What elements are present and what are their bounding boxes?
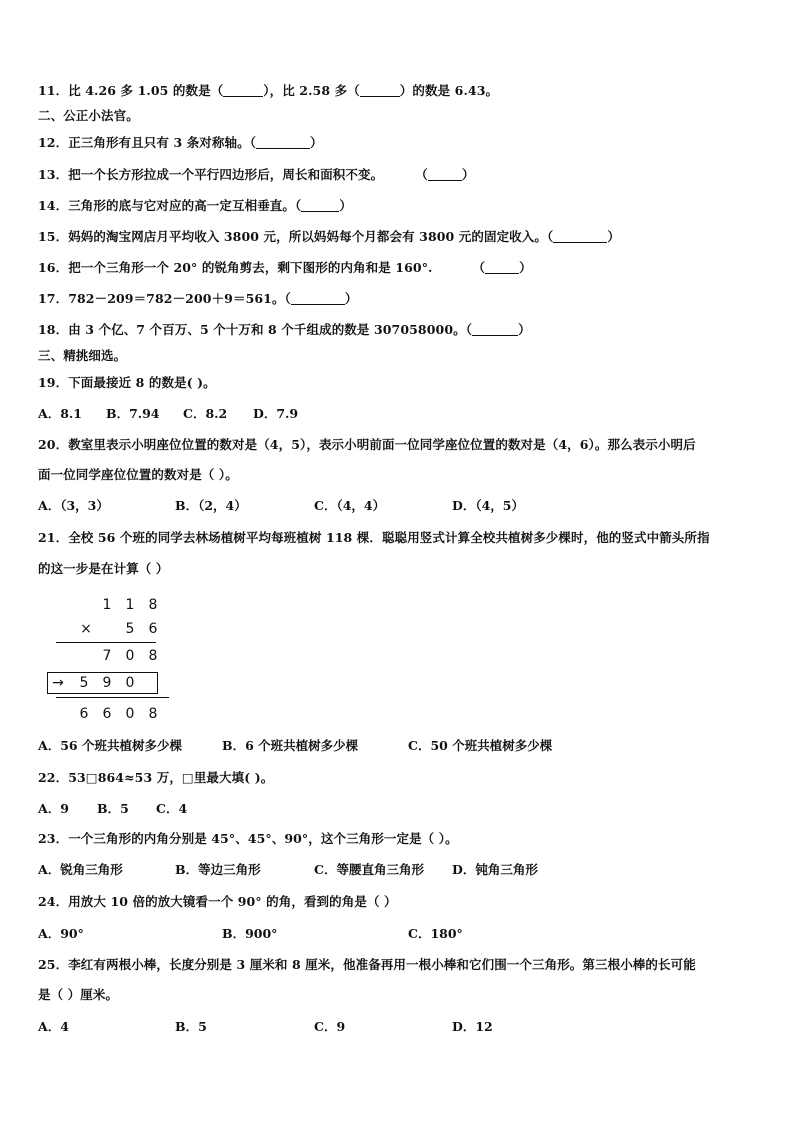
calc-digit: 1 xyxy=(102,597,112,613)
question-23-stem: 23．一个三角形的内角分别是 45°、45°、90°，这个三角形一定是（ ）。 xyxy=(38,831,458,846)
question-18: 18．由 3 个亿、7 个百万、5 个十万和 8 个千组成的数是 307058000。（ ） xyxy=(38,322,531,337)
option-a[interactable]: A．90° xyxy=(38,926,84,941)
answer-blank[interactable] xyxy=(223,84,263,97)
answer-blank[interactable] xyxy=(301,199,339,212)
option-d[interactable]: D．（4，5） xyxy=(452,498,524,513)
calc-digit: 0 xyxy=(125,675,135,691)
calc-digit: 6 xyxy=(79,706,89,722)
question-13: 13．把一个长方形拉成一个平行四边形后，周长和面积不变。 （ ） xyxy=(38,167,475,182)
answer-blank[interactable] xyxy=(360,84,400,97)
calc-digit: 5 xyxy=(125,621,135,637)
option-d[interactable]: D．12 xyxy=(452,1019,493,1034)
question-16: 16．把一个三角形一个 20° 的锐角剪去，剩下图形的内角和是 160°. （ ） xyxy=(38,260,532,275)
option-b[interactable]: B．900° xyxy=(222,926,278,941)
option-a[interactable]: A．56 个班共植树多少棵 xyxy=(38,738,182,753)
option-a[interactable]: A．9 xyxy=(38,801,69,816)
calc-digit: 5 xyxy=(79,675,89,691)
option-a[interactable]: A．锐角三角形 xyxy=(38,862,123,877)
option-c[interactable]: C．50 个班共植树多少棵 xyxy=(408,738,553,753)
question-25-stem: 25．李红有两根小棒，长度分别是 3 厘米和 8 厘米，他准备再用一根小棒和它们围一个三角形。第三根小棒的长可能 xyxy=(38,957,696,972)
option-c[interactable]: C．8.2 xyxy=(183,406,228,421)
option-b[interactable]: B．5 xyxy=(175,1019,207,1034)
answer-blank[interactable] xyxy=(485,261,519,274)
calc-digit: 8 xyxy=(148,597,158,613)
option-b[interactable]: B．等边三角形 xyxy=(175,862,261,877)
calc-digit: 7 xyxy=(102,648,112,664)
answer-blank[interactable] xyxy=(291,292,345,305)
question-25-stem-cont: 是（ ）厘米。 xyxy=(38,987,119,1002)
option-c[interactable]: C．等腰直角三角形 xyxy=(314,862,424,877)
question-20-stem-cont: 面一位同学座位位置的数对是（ ）。 xyxy=(38,467,238,482)
sum-line xyxy=(56,642,156,643)
option-b[interactable]: B．5 xyxy=(97,801,129,816)
question-19-stem: 19．下面最接近 8 的数是( )。 xyxy=(38,375,216,390)
sum-line xyxy=(56,697,169,698)
section-heading-3: 三、精挑细选。 xyxy=(38,348,127,363)
question-12: 12．正三角形有且只有 3 条对称轴。（ ） xyxy=(38,135,323,150)
option-c[interactable]: C．9 xyxy=(314,1019,346,1034)
option-a[interactable]: A．4 xyxy=(38,1019,69,1034)
question-11: 11．比 4.26 多 1.05 的数是（ ），比 2.58 多（ ）的数是 6.43。 xyxy=(38,83,499,98)
question-15: 15．妈妈的淘宝网店月平均收入 3800 元，所以妈妈每个月都会有 3800 元的固定收入。（ ） xyxy=(38,229,620,244)
calc-digit: 9 xyxy=(102,675,112,691)
arrow-icon: → xyxy=(52,675,64,691)
calc-digit: 6 xyxy=(102,706,112,722)
question-21-stem: 21．全校 56 个班的同学去林场植树平均每班植树 118 棵．聪聪用竖式计算全校共植树多少棵时，他的竖式中箭头所指 xyxy=(38,530,710,545)
option-b[interactable]: B．7.94 xyxy=(106,406,160,421)
question-14: 14．三角形的底与它对应的高一定互相垂直。（ ） xyxy=(38,198,352,213)
calc-digit: 6 xyxy=(148,621,158,637)
option-a[interactable]: A．8.1 xyxy=(38,406,82,421)
calc-digit: 8 xyxy=(148,648,158,664)
option-d[interactable]: D．钝角三角形 xyxy=(452,862,538,877)
option-c[interactable]: C．180° xyxy=(408,926,463,941)
answer-blank[interactable] xyxy=(256,136,310,149)
option-b[interactable]: B．6 个班共植树多少棵 xyxy=(222,738,359,753)
option-c[interactable]: C．（4，4） xyxy=(314,498,386,513)
calc-digit: 0 xyxy=(125,648,135,664)
answer-blank[interactable] xyxy=(553,230,607,243)
option-c[interactable]: C．4 xyxy=(156,801,188,816)
calc-digit: 0 xyxy=(125,706,135,722)
option-b[interactable]: B．（2，4） xyxy=(175,498,247,513)
question-20-stem: 20．教室里表示小明座位位置的数对是（4，5），表示小明前面一位同学座位位置的数对是（4，6）。那么表示小明后 xyxy=(38,437,696,452)
question-22-stem: 22．53□864≈53 万，□里最大填( )。 xyxy=(38,770,274,785)
section-heading-2: 二、公正小法官。 xyxy=(38,108,139,123)
calc-digit: 1 xyxy=(125,597,135,613)
answer-blank[interactable] xyxy=(472,323,518,336)
question-17: 17．782－209＝782－200＋9＝561。（ ） xyxy=(38,291,358,306)
option-a[interactable]: A．（3，3） xyxy=(38,498,109,513)
times-sign: × xyxy=(80,621,92,637)
question-24-stem: 24．用放大 10 倍的放大镜看一个 90° 的角，看到的角是（ ） xyxy=(38,894,397,909)
calc-digit: 8 xyxy=(148,706,158,722)
answer-blank[interactable] xyxy=(428,168,462,181)
option-d[interactable]: D．7.9 xyxy=(253,406,299,421)
question-21-stem-cont: 的这一步是在计算（ ） xyxy=(38,561,169,576)
